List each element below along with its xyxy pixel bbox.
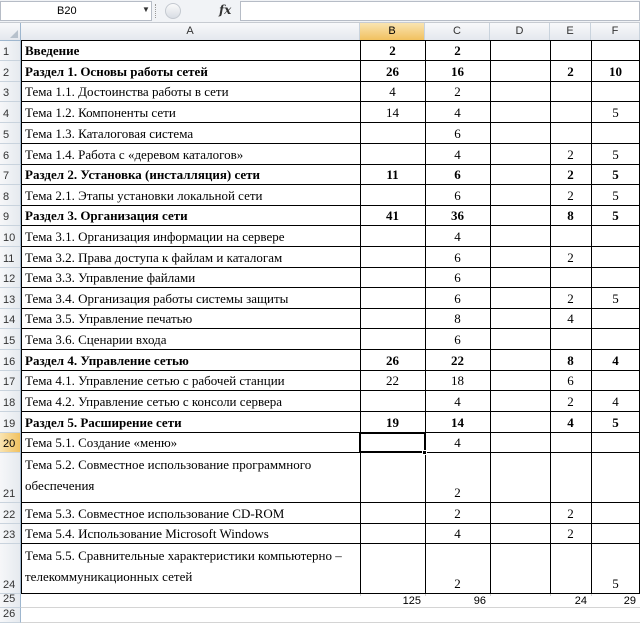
table-border-horizontal (21, 390, 640, 391)
cell-d26[interactable] (490, 608, 550, 623)
table-border-vertical (591, 40, 592, 594)
cell-d5[interactable] (490, 123, 550, 144)
cell-f1[interactable] (591, 41, 640, 61)
cell-e17[interactable]: 6 (567, 373, 574, 388)
cell-b3[interactable]: 4 (389, 84, 396, 99)
cell-d2[interactable] (490, 61, 550, 82)
cell-f4[interactable]: 5 (612, 105, 619, 120)
row-header-3[interactable]: 3 (0, 82, 21, 102)
cell-c5[interactable]: 6 (454, 126, 461, 141)
cell-a19[interactable]: Раздел 5. Расширение сети (25, 415, 182, 430)
cell-e3[interactable] (550, 82, 591, 102)
cell-c22[interactable]: 2 (454, 506, 461, 521)
cell-d13[interactable] (490, 288, 550, 309)
cell-b14[interactable] (360, 309, 425, 329)
row-header-12[interactable]: 12 (0, 268, 21, 288)
cell-e23[interactable]: 2 (567, 526, 574, 541)
row-header-9[interactable]: 9 (0, 206, 21, 226)
cell-e13[interactable]: 2 (567, 291, 574, 306)
table-border-vertical (425, 40, 426, 594)
cell-b4[interactable]: 14 (386, 105, 399, 120)
cell-f2[interactable]: 10 (609, 64, 622, 79)
cell-f16[interactable]: 4 (612, 353, 619, 368)
row-header-15[interactable]: 15 (0, 329, 21, 350)
cell-c20[interactable]: 4 (454, 435, 461, 450)
cell-b5[interactable] (360, 123, 425, 144)
cell-a7[interactable]: Раздел 2. Установка (инсталляция) сети (25, 167, 261, 182)
cell-c26[interactable] (425, 608, 490, 623)
table-border-horizontal (21, 452, 640, 453)
column-header-c[interactable]: C (425, 23, 490, 40)
cell-c11[interactable]: 6 (454, 250, 461, 265)
cell-e16[interactable]: 8 (567, 353, 574, 368)
cell-a21[interactable]: Тема 5.2. Совместное использование программного обеспечения (25, 457, 312, 493)
cell-b26[interactable] (360, 608, 425, 623)
cell-b7[interactable]: 11 (386, 167, 399, 182)
cell-d22[interactable] (490, 503, 550, 524)
cell-d4[interactable] (490, 102, 550, 123)
cell-f7[interactable]: 5 (612, 167, 619, 182)
cell-e8[interactable]: 2 (567, 188, 574, 203)
column-header-b[interactable]: B (360, 23, 425, 40)
cell-a16[interactable]: Раздел 4. Управление сетью (25, 353, 189, 368)
cell-c4[interactable]: 4 (454, 105, 461, 120)
cell-d21[interactable] (490, 453, 550, 503)
cell-d24[interactable] (490, 544, 550, 594)
table-border-horizontal (21, 432, 640, 433)
cell-d3[interactable] (490, 82, 550, 102)
column-header-e[interactable]: E (550, 23, 591, 40)
cell-c3[interactable]: 2 (454, 84, 461, 99)
cell-b18[interactable] (360, 391, 425, 412)
cell-e11[interactable]: 2 (567, 250, 574, 265)
cell-a26[interactable] (21, 608, 360, 623)
cell-e2[interactable]: 2 (567, 64, 574, 79)
cell-f3[interactable] (591, 82, 640, 102)
cell-f15[interactable] (591, 329, 640, 350)
cell-a8[interactable]: Тема 2.1. Этапы установки локальной сети (25, 188, 263, 203)
cell-e12[interactable] (550, 268, 591, 288)
cell-f10[interactable] (591, 226, 640, 247)
cell-c15[interactable]: 6 (454, 332, 461, 347)
cell-f22[interactable] (591, 503, 640, 524)
cell-a20[interactable]: Тема 5.1. Создание «меню» (25, 435, 178, 450)
cell-c13[interactable]: 6 (454, 291, 461, 306)
cell-c18[interactable]: 4 (454, 394, 461, 409)
cell-d17[interactable] (490, 371, 550, 391)
cell-c8[interactable]: 6 (454, 188, 461, 203)
cell-b24[interactable] (360, 544, 425, 594)
cell-e22[interactable]: 2 (567, 506, 574, 521)
cell-d19[interactable] (490, 412, 550, 433)
cell-c7[interactable]: 6 (454, 167, 461, 182)
cell-a23[interactable]: Тема 5.4. Использование Microsoft Windows (25, 526, 269, 541)
cell-e14[interactable]: 4 (567, 311, 574, 326)
row-header-2[interactable]: 2 (0, 61, 21, 82)
cell-f12[interactable] (591, 268, 640, 288)
cell-d23[interactable] (490, 524, 550, 544)
cell-f6[interactable]: 5 (612, 147, 619, 162)
cell-e10[interactable] (550, 226, 591, 247)
cell-a12[interactable]: Тема 3.3. Управление файлами (25, 270, 196, 285)
cell-d11[interactable] (490, 247, 550, 268)
table-border-horizontal (21, 267, 640, 268)
cell-c25[interactable]: 96 (473, 595, 486, 607)
table-border-horizontal (21, 184, 640, 185)
cell-a4[interactable]: Тема 1.2. Компоненты сети (25, 105, 176, 120)
cell-c10[interactable]: 4 (454, 229, 461, 244)
table-border-horizontal (21, 411, 640, 412)
cell-f17[interactable] (591, 371, 640, 391)
formula-input[interactable] (240, 1, 640, 21)
row-header-21[interactable]: 21 (0, 453, 21, 503)
cell-f14[interactable] (591, 309, 640, 329)
table-border-horizontal (21, 81, 640, 82)
cell-f11[interactable] (591, 247, 640, 268)
cell-d8[interactable] (490, 185, 550, 206)
cell-a2[interactable]: Раздел 1. Основы работы сетей (25, 64, 208, 79)
table-border-horizontal (21, 308, 640, 309)
column-header-row (0, 23, 640, 41)
cell-a10[interactable]: Тема 3.1. Организация информации на сервере (25, 229, 285, 244)
row-header-18[interactable]: 18 (0, 391, 21, 412)
table-border-horizontal (21, 246, 640, 247)
cell-f25[interactable]: 29 (623, 595, 636, 607)
cell-a3[interactable]: Тема 1.1. Достоинства работы в сети (25, 84, 229, 99)
cell-c23[interactable]: 4 (454, 526, 461, 541)
select-all-button[interactable] (0, 23, 21, 40)
cell-a6[interactable]: Тема 1.4. Работа с «деревом каталогов» (25, 147, 244, 162)
cell-a22[interactable]: Тема 5.3. Совместное использование CD-ROM (25, 506, 285, 521)
cell-a11[interactable]: Тема 3.2. Права доступа к файлам и каталогам (25, 250, 283, 265)
cell-f18[interactable]: 4 (612, 394, 619, 409)
cell-a17[interactable]: Тема 4.1. Управление сетью с рабочей станции (25, 373, 285, 388)
cell-e25[interactable]: 24 (574, 595, 587, 607)
table-border-horizontal (21, 502, 640, 503)
cell-b10[interactable] (360, 226, 425, 247)
table-border-vertical (550, 40, 551, 594)
cell-e18[interactable]: 2 (567, 394, 574, 409)
cell-f21[interactable] (591, 453, 640, 503)
cell-a13[interactable]: Тема 3.4. Организация работы системы защиты (25, 291, 289, 306)
cell-c19[interactable]: 14 (451, 415, 464, 430)
table-border-horizontal (21, 328, 640, 329)
cell-d14[interactable] (490, 309, 550, 329)
row-header-4[interactable]: 4 (0, 102, 21, 123)
name-box[interactable]: B20 (0, 1, 152, 21)
table-border-vertical (360, 40, 361, 594)
table-border-horizontal (21, 370, 640, 371)
insert-function-icon[interactable]: fx (219, 3, 232, 17)
formula-bar-splitter[interactable] (155, 4, 157, 18)
cell-b13[interactable] (360, 288, 425, 309)
cell-c17[interactable]: 18 (451, 373, 464, 388)
cell-c14[interactable]: 8 (454, 311, 461, 326)
cell-d9[interactable] (490, 206, 550, 226)
cell-b11[interactable] (360, 247, 425, 268)
cell-d10[interactable] (490, 226, 550, 247)
column-header-a[interactable]: A (21, 23, 360, 40)
table-border-vertical (490, 40, 491, 594)
cell-a24[interactable]: Тема 5.5. Сравнительные характеристики компьютерно – телекоммуникационных сетей (25, 548, 342, 584)
table-border-horizontal (21, 225, 640, 226)
row-header-6[interactable]: 6 (0, 144, 21, 165)
cell-f26[interactable] (591, 608, 640, 623)
formula-bar (0, 0, 640, 23)
cell-b2[interactable]: 26 (386, 64, 399, 79)
cell-b17[interactable]: 22 (386, 373, 399, 388)
table-border-horizontal (21, 122, 640, 123)
select-all-triangle-icon (10, 30, 18, 38)
table-border-vertical (21, 40, 22, 594)
cell-f24[interactable]: 5 (612, 576, 619, 591)
cell-d6[interactable] (490, 144, 550, 165)
row-header-16[interactable]: 16 (0, 350, 21, 371)
cell-f13[interactable]: 5 (612, 291, 619, 306)
cell-d7[interactable] (490, 165, 550, 185)
row-header-1[interactable]: 1 (0, 41, 21, 61)
cell-b9[interactable]: 41 (386, 208, 399, 223)
cell-a5[interactable]: Тема 1.3. Каталоговая система (25, 126, 194, 141)
cell-b8[interactable] (360, 185, 425, 206)
cell-e15[interactable] (550, 329, 591, 350)
table-border-horizontal (21, 287, 640, 288)
cell-d25[interactable] (490, 594, 550, 608)
cell-f19[interactable]: 5 (612, 415, 619, 430)
row-header-8[interactable]: 8 (0, 185, 21, 206)
cell-c16[interactable]: 22 (451, 353, 464, 368)
row-header-19[interactable]: 19 (0, 412, 21, 433)
cell-e9[interactable]: 8 (567, 208, 574, 223)
row-header-11[interactable]: 11 (0, 247, 21, 268)
cell-e6[interactable]: 2 (567, 147, 574, 162)
row-header-20[interactable]: 20 (0, 433, 21, 453)
table-border-horizontal (21, 164, 640, 165)
cell-f20[interactable] (591, 433, 640, 453)
table-border-horizontal (21, 40, 640, 41)
cell-b22[interactable] (360, 503, 425, 524)
cell-e19[interactable]: 4 (567, 415, 574, 430)
cell-d18[interactable] (490, 391, 550, 412)
cell-a25[interactable] (21, 594, 360, 608)
cell-d12[interactable] (490, 268, 550, 288)
row-header-13[interactable]: 13 (0, 288, 21, 309)
table-border-horizontal (21, 349, 640, 350)
table-border-horizontal (21, 543, 640, 544)
cell-d16[interactable] (490, 350, 550, 371)
table-border-horizontal (21, 143, 640, 144)
cell-a14[interactable]: Тема 3.5. Управление печатью (25, 311, 193, 326)
table-border-horizontal (21, 101, 640, 102)
cell-b21[interactable] (360, 453, 425, 503)
cell-a1[interactable]: Введение (25, 43, 80, 58)
cell-c21[interactable]: 2 (454, 485, 461, 500)
table-border-horizontal (21, 60, 640, 61)
row-header-25[interactable]: 25 (0, 594, 21, 608)
name-box-dropdown-icon[interactable]: ▼ (142, 5, 150, 14)
cell-e21[interactable] (550, 453, 591, 503)
cell-a9[interactable]: Раздел 3. Организация сети (25, 208, 188, 223)
cell-c12[interactable]: 6 (454, 270, 461, 285)
cell-d20[interactable] (490, 433, 550, 453)
cell-b1[interactable]: 2 (389, 43, 396, 58)
cell-e7[interactable]: 2 (567, 167, 574, 182)
column-header-d[interactable]: D (490, 23, 550, 40)
cell-f5[interactable] (591, 123, 640, 144)
cell-f23[interactable] (591, 524, 640, 544)
cell-d15[interactable] (490, 329, 550, 350)
cell-c6[interactable]: 4 (454, 147, 461, 162)
cell-a15[interactable]: Тема 3.6. Сценарии входа (25, 332, 167, 347)
row-header-17[interactable]: 17 (0, 371, 21, 391)
table-border-horizontal (21, 593, 640, 594)
cell-e5[interactable] (550, 123, 591, 144)
row-header-23[interactable]: 23 (0, 524, 21, 544)
row-header-26[interactable]: 26 (0, 608, 21, 623)
cell-c1[interactable]: 2 (454, 43, 461, 58)
cell-f8[interactable]: 5 (612, 188, 619, 203)
table-border-horizontal (21, 523, 640, 524)
cell-e4[interactable] (550, 102, 591, 123)
row-header-24[interactable]: 24 (0, 544, 21, 594)
cell-c9[interactable]: 36 (451, 208, 464, 223)
active-cell-selection (359, 432, 426, 453)
row-header-7[interactable]: 7 (0, 165, 21, 185)
cell-e24[interactable] (550, 544, 591, 594)
fill-handle[interactable] (422, 450, 427, 455)
cell-b23[interactable] (360, 524, 425, 544)
cell-b16[interactable]: 26 (386, 353, 399, 368)
formula-bar-zoom-handle[interactable] (165, 3, 181, 19)
table-border-horizontal (21, 205, 640, 206)
row-header-5[interactable]: 5 (0, 123, 21, 144)
cell-a18[interactable]: Тема 4.2. Управление сетью с консоли сервера (25, 394, 283, 409)
row-header-10[interactable]: 10 (0, 226, 21, 247)
cell-b12[interactable] (360, 268, 425, 288)
cell-b25[interactable]: 125 (402, 595, 421, 607)
cell-b19[interactable]: 19 (386, 415, 399, 430)
cell-b6[interactable] (360, 144, 425, 165)
row-header-14[interactable]: 14 (0, 309, 21, 329)
column-header-f[interactable]: F (591, 23, 640, 40)
row-header-22[interactable]: 22 (0, 503, 21, 524)
cell-d1[interactable] (490, 41, 550, 61)
cell-b15[interactable] (360, 329, 425, 350)
cell-e26[interactable] (550, 608, 591, 623)
cell-c2[interactable]: 16 (451, 64, 464, 79)
cell-f9[interactable]: 5 (612, 208, 619, 223)
cell-e20[interactable] (550, 433, 591, 453)
cell-c24[interactable]: 2 (454, 576, 461, 591)
cell-e1[interactable] (550, 41, 591, 61)
